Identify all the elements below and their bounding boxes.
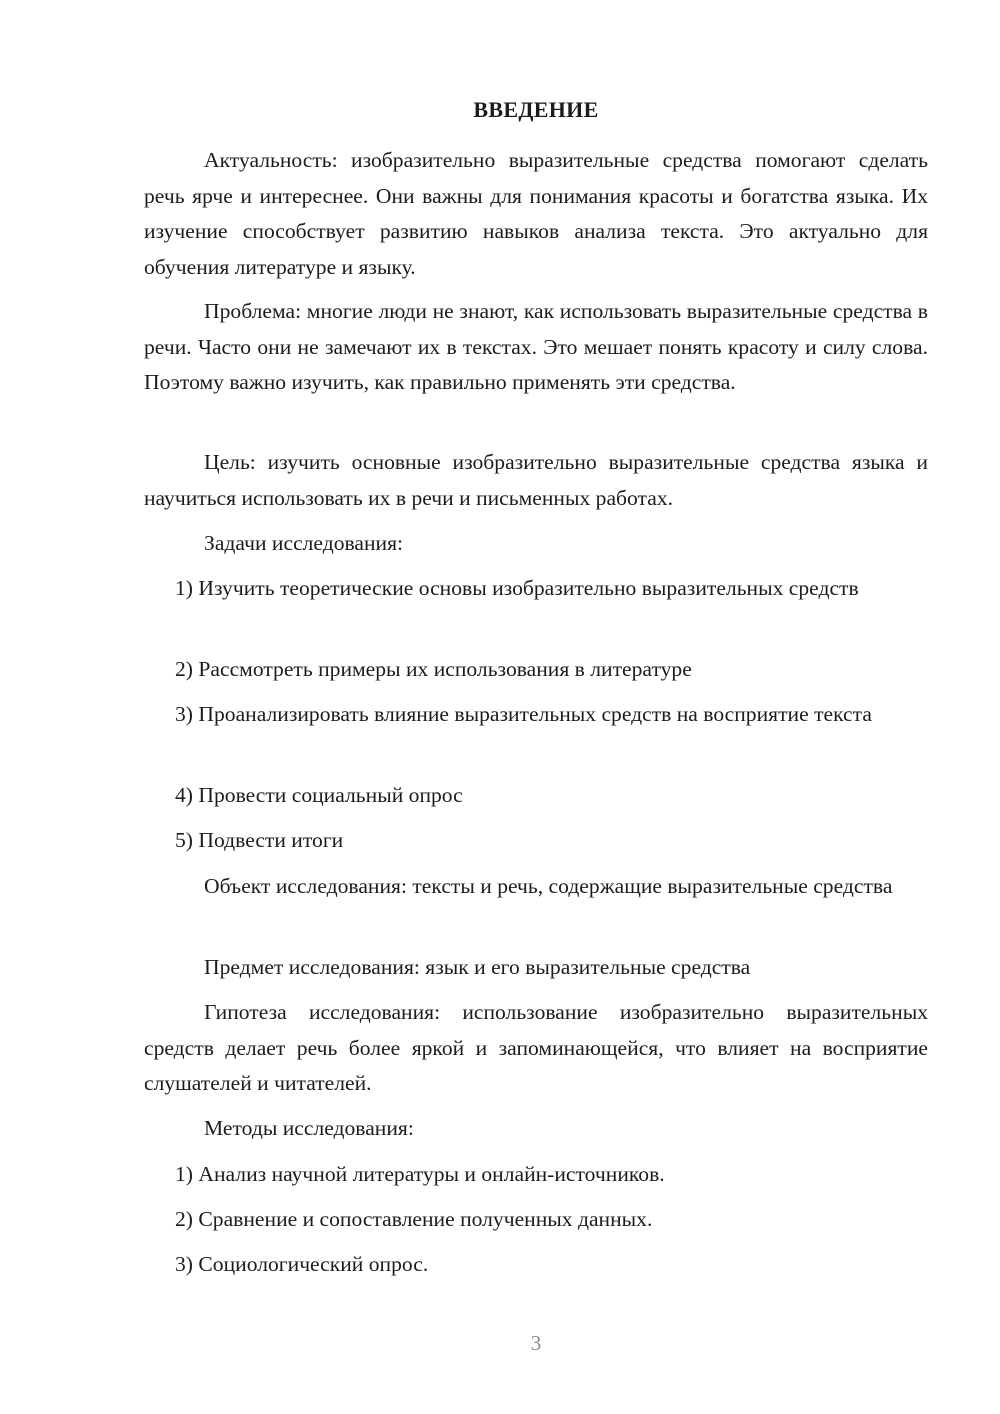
hypothesis-paragraph: Гипотеза исследования: использование изобразительно выразительных средств делает речь более яркой и запоминающейся, что влияет на восприятие слушателей и читателей. (144, 1000, 928, 1095)
page-number: 3 (530, 1331, 542, 1355)
problem-paragraph: Проблема: многие люди не знают, как использовать выразительные средства в речи. Часто они не замечают их в текстах. Это мешает понять красоту и силу слова. Поэтому важно изучить, как правильно применять эти средства. (144, 299, 928, 394)
methods-heading: Методы исследования: (204, 1116, 414, 1140)
goal-paragraph: Цель: изучить основные изобразительно выразительные средства языка и научиться использовать их в речи и письменных работах. (144, 450, 928, 510)
subject-paragraph: Предмет исследования: язык и его выразительные средства (204, 955, 751, 979)
method-item: 2) Сравнение и сопоставление полученных данных. (175, 1207, 653, 1231)
page-title: ВВЕДЕНИЕ (473, 97, 599, 122)
method-item: 3) Социологический опрос. (175, 1252, 429, 1276)
tasks-heading: Задачи исследования: (204, 531, 404, 555)
document-page (144, 0, 928, 1414)
task-item: 5) Подвести итоги (175, 828, 344, 852)
task-item: 4) Провести социальный опрос (175, 783, 463, 807)
relevance-paragraph: Актуальность: изобразительно выразительные средства помогают сделать речь ярче и интереснее. Они важны для понимания красоты и богатства языка. Их изучение способствует развитию навыков анализа текста. Это актуально для обучения литературе и языку. (144, 148, 928, 279)
object-paragraph: Объект исследования: тексты и речь, содержащие выразительные средства (204, 874, 893, 898)
task-item: 2) Рассмотреть примеры их использования в литературе (175, 657, 692, 681)
method-item: 1) Анализ научной литературы и онлайн-источников. (175, 1162, 665, 1186)
task-item: 3) Проанализировать влияние выразительных средств на восприятие текста (175, 702, 872, 726)
task-item: 1) Изучить теоретические основы изобразительно выразительных средств (175, 576, 859, 600)
